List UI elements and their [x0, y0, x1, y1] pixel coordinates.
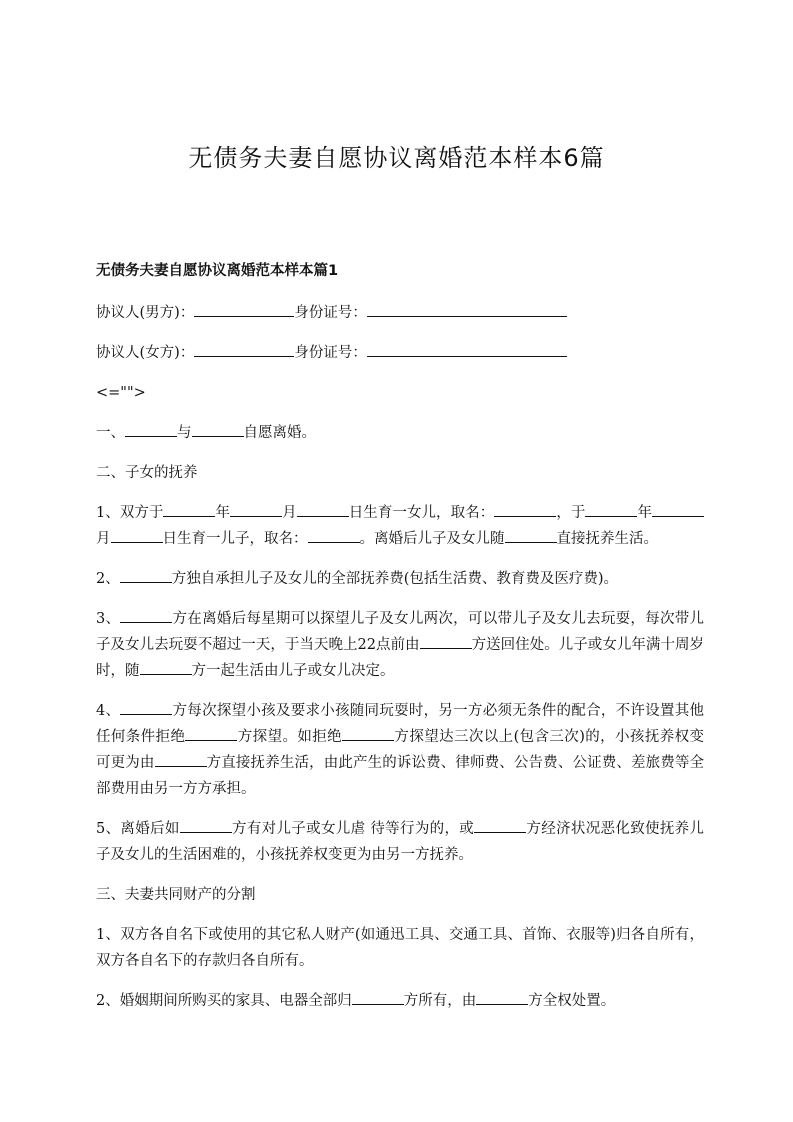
- blank-field: [111, 528, 163, 543]
- heading-property-division: 三、夫妻共同财产的分割: [96, 887, 256, 903]
- blank-field: [476, 990, 528, 1005]
- custody-item-1: [96, 500, 704, 552]
- clause-text: 一、: [96, 425, 125, 441]
- section-title: 无债务夫妻自愿协议离婚范本样本篇1: [96, 263, 339, 279]
- blank-field: [120, 700, 172, 715]
- custody-item-4: [96, 698, 704, 802]
- party-male-line: [96, 300, 704, 326]
- blank-field: [194, 302, 294, 317]
- custody-item-2: [96, 566, 704, 592]
- clause-text: 1、双方于: [96, 505, 164, 521]
- id-label: 身份证号：: [294, 345, 367, 361]
- clause-text: 。离婚后儿子及女儿随: [359, 531, 505, 547]
- stray-markup-text: <="">: [96, 385, 146, 401]
- id-label: 身份证号：: [294, 305, 367, 321]
- clause-text: 方直接抚养生活，由此产生的诉讼费、律师费、公告费、公证费、差旅费等全部费用由另一方方承担。: [96, 755, 705, 797]
- blank-field: [505, 528, 557, 543]
- clause-text: 年: [637, 505, 653, 521]
- clause-text: 自愿离婚。: [243, 425, 316, 441]
- clause-text: 年: [215, 505, 231, 521]
- blank-field: [352, 990, 404, 1005]
- clause-text: 方独自承担儿子及女儿的全部抚养费(包括生活费、教育费及医疗费)。: [171, 571, 619, 587]
- custody-item-5: [96, 816, 704, 868]
- blank-field: [652, 502, 704, 517]
- blank-field: [420, 634, 472, 649]
- clause-text: 方全权处置。: [528, 993, 616, 1009]
- clause-text: 直接抚养生活。: [556, 531, 658, 547]
- clause-text: 月: [282, 505, 297, 521]
- property-item-1: 1、双方各自名下或使用的其它私人财产(如通迅工具、交通工具、首饰、衣服等)归各自所有，双方各自名下的存款归各自所有。: [96, 927, 704, 969]
- blank-field: [192, 422, 244, 437]
- blank-field: [494, 502, 556, 517]
- blank-field: [163, 502, 215, 517]
- clause-text: 日生育一儿子，取名：: [162, 531, 308, 547]
- clause-text: 3、: [96, 611, 121, 627]
- page-title: 无债务夫妻自愿协议离婚范本样本6篇: [188, 144, 605, 172]
- blank-field: [230, 502, 282, 517]
- blank-field: [120, 608, 172, 623]
- clause-text: 方所有，由: [403, 993, 477, 1009]
- blank-field: [120, 568, 172, 583]
- clause-text: 方每次探望小孩及要求小孩随同玩耍时，另一方必须无条件的配合，不许设置其他任何条件拒绝: [96, 703, 704, 745]
- clause-text: 5、离婚后如: [96, 821, 180, 837]
- clause-text: 2、: [96, 571, 120, 587]
- blank-field: [308, 528, 360, 543]
- clause-text: 2、婚姻期间所购买的家具、电器全部归: [96, 993, 352, 1009]
- blank-field: [585, 502, 637, 517]
- blank-field: [194, 342, 294, 357]
- clause-text: 4、: [96, 703, 121, 719]
- clause-text: ，于: [556, 505, 586, 521]
- clause-text: 方探望。如拒绝: [237, 729, 343, 745]
- clause-text: 方一起生活由儿子或女儿决定。: [191, 663, 395, 679]
- blank-field: [125, 422, 177, 437]
- blank-field: [297, 502, 349, 517]
- blank-field: [140, 660, 192, 675]
- blank-field: [180, 818, 232, 833]
- clause-text: 方经济状况恶化致使抚养儿子及女儿的生活困难的，小孩抚养权变更为由另一方抚养。: [96, 821, 704, 863]
- party-female-label: 协议人(女方)：: [96, 345, 195, 361]
- heading-child-custody: 二、子女的抚养: [96, 465, 198, 481]
- clause-text: 方送回住处。儿子或女儿年满十周岁时，随: [96, 637, 705, 679]
- blank-field: [474, 818, 526, 833]
- property-item-2: [96, 988, 704, 1014]
- party-male-label: 协议人(男方)：: [96, 305, 195, 321]
- clause-one: [96, 420, 704, 446]
- blank-field: [155, 752, 207, 767]
- clause-text: 与: [177, 425, 192, 441]
- custody-item-3: [96, 606, 704, 684]
- clause-text: 方在离婚后每星期可以探望儿子及女儿两次，可以带儿子及女儿去玩耍，每次带儿子及女儿去玩耍不超过一天，于当天晚上22点前由: [96, 611, 704, 653]
- clause-text: 日生育一女儿，取名：: [348, 505, 495, 521]
- blank-field: [185, 726, 237, 741]
- blank-field: [367, 302, 567, 317]
- clause-text: 月: [96, 531, 111, 547]
- blank-field: [342, 726, 394, 741]
- clause-text: 方探望达三次以上(包含三次)的，小孩抚养权变可更为由: [96, 729, 705, 771]
- party-female-line: [96, 340, 704, 366]
- document-body: [96, 258, 704, 1028]
- clause-text: 方有对儿子或女儿虐 待等行为的，或: [231, 821, 475, 837]
- blank-field: [367, 342, 567, 357]
